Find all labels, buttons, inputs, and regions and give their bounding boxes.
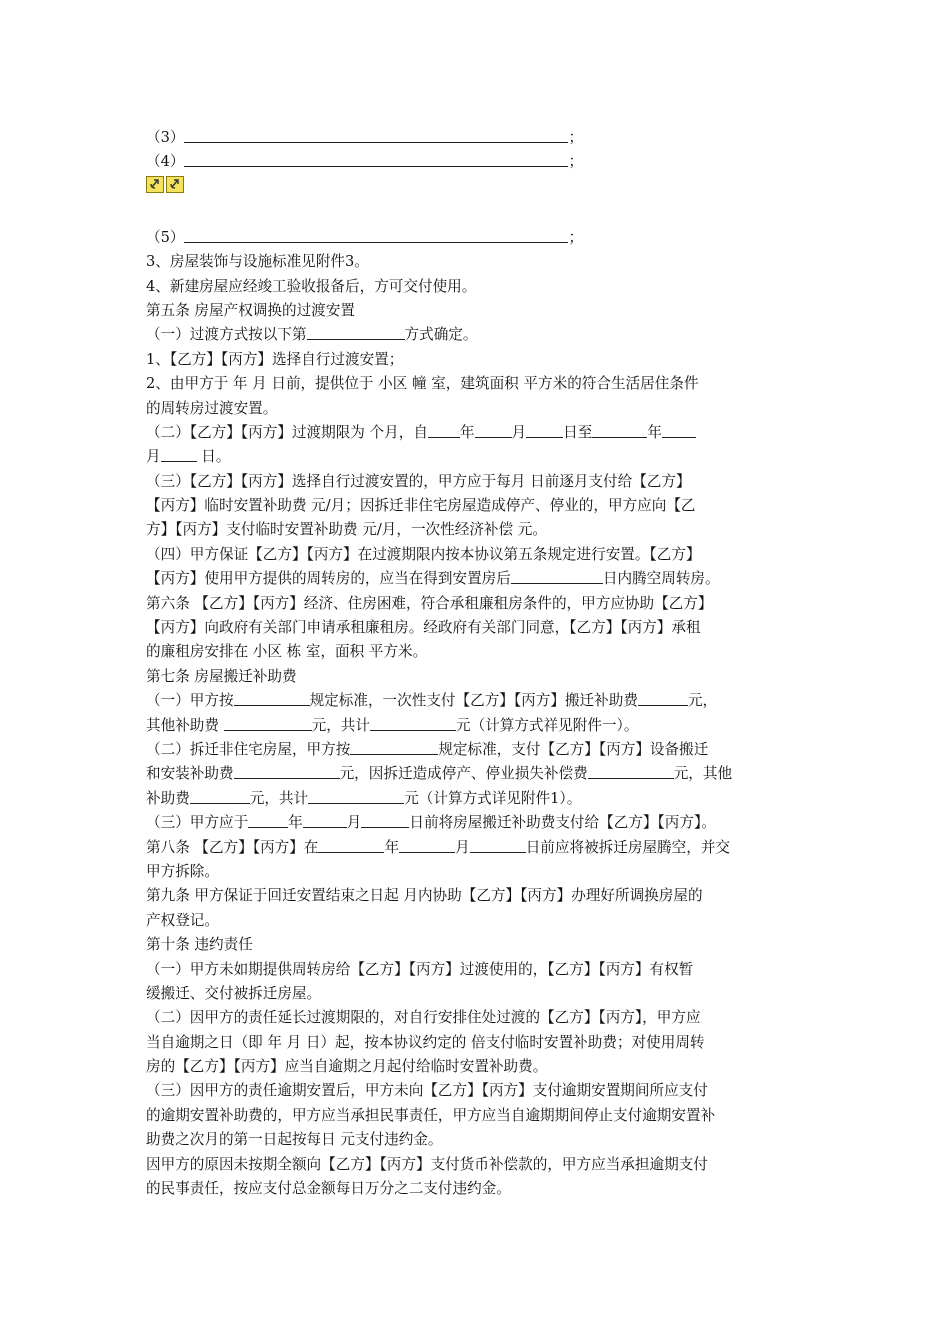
text-line: 甲方拆除。 (146, 862, 219, 880)
text-line: 产权登记。 (146, 911, 219, 929)
text-line: 因甲方的原因未按期全额向【乙方】【丙方】支付货币补偿款的，甲方应当承担逾期支付 (146, 1155, 708, 1173)
text-line: 【丙方】使用甲方提供的周转房的，应当在得到安置房后 日内腾空周转房。 (146, 570, 720, 588)
fill-blank[interactable] (161, 460, 197, 462)
article-heading: 第七条 房屋搬迁补助费 (146, 667, 297, 685)
attachment-icon[interactable] (166, 176, 184, 193)
fill-blank[interactable] (190, 802, 250, 804)
list-item-4: （4） ； (146, 153, 584, 171)
fill-blank[interactable] (248, 826, 288, 828)
text-line: 补助费 元，共计 元（计算方式详见附件1）。 (146, 789, 582, 807)
text-line: （一）过渡方式按以下第 方式确定。 (146, 326, 478, 344)
embedded-object-icons (146, 175, 810, 200)
text-line: （三）【乙方】【丙方】选择自行过渡安置的，甲方应于每月 日前逐月支付给【乙方】 (146, 472, 691, 490)
text-line: 的周转房过渡安置。 (146, 399, 278, 417)
text-line: 方】【丙方】支付临时安置补助费 元/月，一次性经济补偿 元。 (146, 521, 547, 539)
text-line: 【丙方】向政府有关部门申请承租廉租房。经政府有关部门同意，【乙方】【丙方】承租 (146, 619, 701, 637)
fill-blank[interactable] (638, 704, 688, 706)
article-text: 第九条 甲方保证于回迁安置结束之日起 月内协助【乙方】【丙方】办理好所调换房屋的 (146, 887, 703, 905)
fill-blank[interactable] (511, 582, 603, 584)
text-line: 助费之次月的第一日起按每日 元支付违约金。 (146, 1131, 443, 1149)
fill-blank[interactable] (303, 826, 347, 828)
text-line: 2、由甲方于 年 月 日前，提供位于 小区 幢 室，建筑面积 平方米的符合生活居住条件 (146, 375, 699, 393)
document-page (146, 126, 810, 1201)
text-line: 其他补助费 元，共计 元（计算方式祥见附件一）。 (146, 716, 639, 734)
text-line: （二）因甲方的责任延长过渡期限的，对自行安排住处过渡的【乙方】【丙方】，甲方应 (146, 1009, 701, 1027)
fill-blank[interactable] (350, 753, 438, 755)
text-line: （一）甲方未如期提供周转房给【乙方】【丙方】过渡使用的，【乙方】【丙方】有权暂 (146, 960, 694, 978)
text-line: 的廉租房安排在 小区 栋 室，面积 平方米。 (146, 643, 428, 661)
text-line: （三）甲方应于 年 月 日前将房屋搬迁补助费支付给【乙方】【丙方】。 (146, 814, 716, 832)
fill-blank[interactable] (592, 436, 647, 438)
article-heading: 第五条 房屋产权调换的过渡安置 (146, 301, 355, 319)
text-line: 缓搬迁、交付被拆迁房屋。 (146, 984, 322, 1002)
fill-blank[interactable] (662, 436, 696, 438)
fill-blank[interactable] (428, 436, 460, 438)
fill-blank[interactable] (308, 802, 404, 804)
fill-blank[interactable] (588, 777, 674, 779)
fill-blank[interactable] (370, 729, 456, 731)
fill-blank[interactable] (361, 826, 409, 828)
fill-blank[interactable] (399, 851, 455, 853)
text-line: （一）甲方按 规定标准，一次性支付【乙方】【丙方】搬迁补助费 元， (146, 692, 718, 710)
text-line: （二）拆迁非住宅房屋，甲方按 规定标准，支付【乙方】【丙方】设备搬迁 (146, 740, 709, 758)
list-item-3: （3） ； (146, 129, 584, 146)
fill-blank[interactable] (307, 338, 405, 340)
text-line: （三）因甲方的责任逾期安置后，甲方未向【乙方】【丙方】支付逾期安置期间所应支付 (146, 1082, 708, 1100)
text-line: 4、新建房屋应经竣工验收报备后，方可交付使用。 (146, 277, 477, 295)
fill-blank[interactable] (184, 165, 568, 167)
text-line: 的民事责任，按应支付总金额每日万分之二支付违约金。 (146, 1180, 511, 1198)
fill-blank[interactable] (224, 729, 312, 731)
article-heading: 第十条 违约责任 (146, 936, 253, 954)
text-line: 和安装补助费 元，因拆迁造成停产、停业损失补偿费 元，其他 (146, 765, 733, 783)
attachment-icon[interactable] (146, 176, 164, 193)
fill-blank[interactable] (184, 241, 568, 243)
article-text: 第六条 【乙方】【丙方】经济、住房困难，符合承租廉租房条件的，甲方应协助【乙方】 (146, 594, 713, 612)
article-text: 第八条 【乙方】【丙方】在 年 月 日前应将被拆迁房屋腾空，并交 (146, 838, 731, 856)
text-line: 的逾期安置补助费的，甲方应当承担民事责任，甲方应当自逾期期间停止支付逾期安置补 (146, 1106, 716, 1124)
fill-blank[interactable] (234, 777, 340, 779)
fill-blank[interactable] (470, 851, 526, 853)
text-line: （四）甲方保证【乙方】【丙方】在过渡期限内按本协议第五条规定进行安置。【乙方】 (146, 545, 701, 563)
fill-blank[interactable] (184, 141, 568, 143)
text-line: 当自逾期之日（即 年 月 日）起，按本协议约定的 倍支付临时安置补助费；对使用周转 (146, 1033, 705, 1051)
fill-blank[interactable] (526, 436, 563, 438)
fill-blank[interactable] (475, 436, 512, 438)
fill-blank[interactable] (234, 704, 310, 706)
text-line: 【丙方】临时安置补助费 元/月；因拆迁非住宅房屋造成停产、停业的，甲方应向【乙 (146, 497, 696, 515)
text-line: 房的【乙方】【丙方】应当自逾期之月起付给临时安置补助费。 (146, 1058, 548, 1076)
list-item-5: （5） ； (146, 228, 584, 246)
text-line: 月 日。 (146, 448, 231, 466)
text-line: 3、房屋装饰与设施标准见附件3。 (146, 253, 369, 271)
text-line: 1、【乙方】【丙方】选择自行过渡安置； (146, 350, 404, 368)
text-line: （二）【乙方】【丙方】过渡期限为 个月，自 年 月 日至 年 (146, 421, 810, 445)
fill-blank[interactable] (318, 851, 384, 853)
